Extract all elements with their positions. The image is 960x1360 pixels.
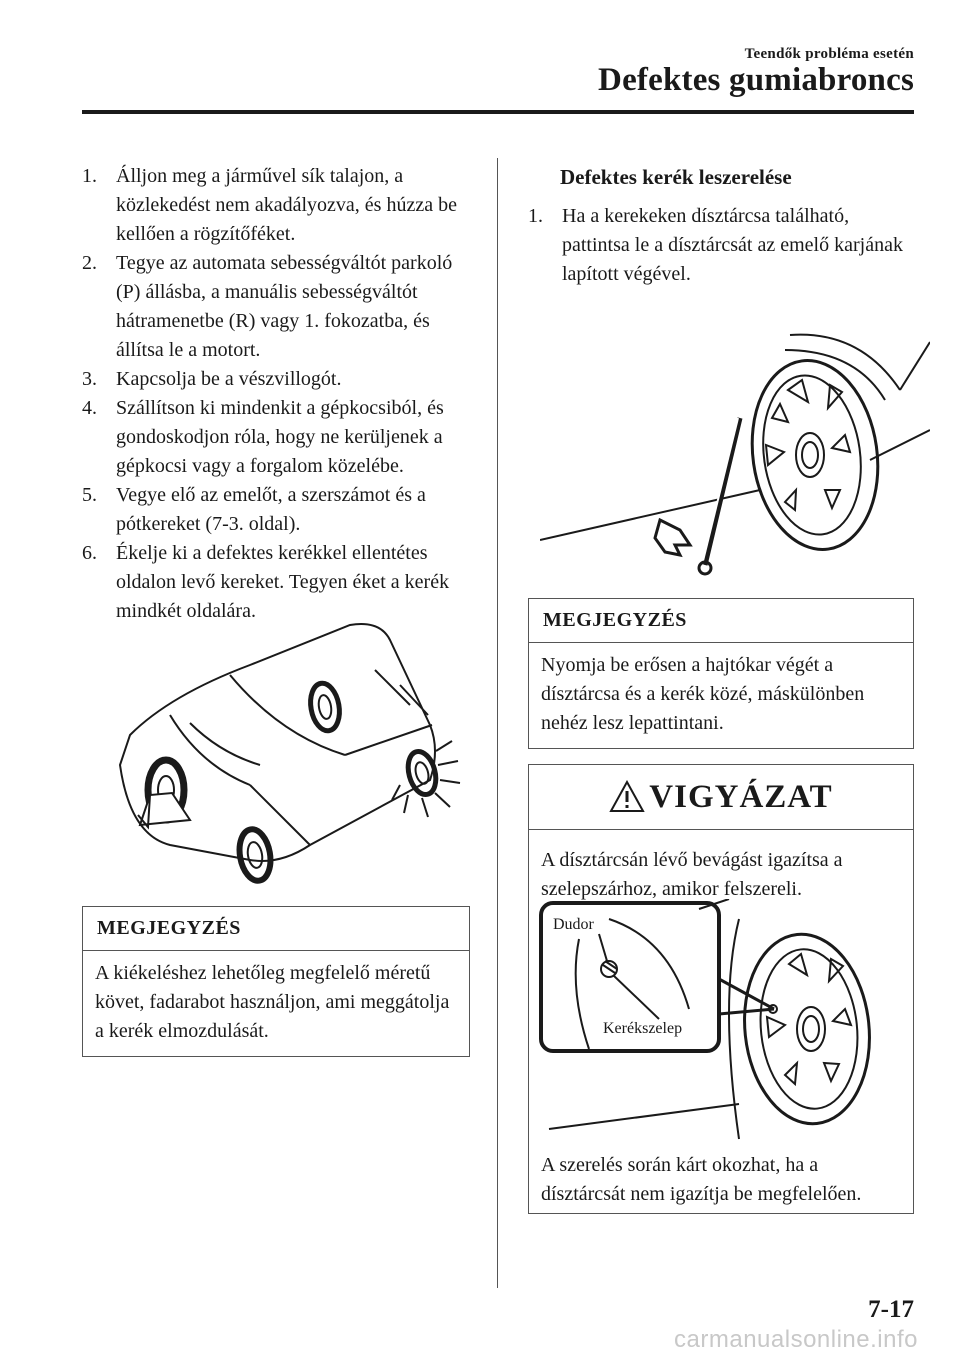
- left-column: [82, 162, 474, 626]
- list-item: 6. Ékelje ki a defektes kerékkel ellentétes oldalon levő kereket. Tegyen éket a kerék mindkét oldalára.: [82, 542, 450, 622]
- note-box-chock: [82, 906, 470, 1057]
- note-box-hubcap: [528, 598, 914, 749]
- hubcap-removal-illustration: [540, 330, 930, 580]
- dudor-label: Dudor: [553, 916, 594, 933]
- list-item: 1. Álljon meg a járművel sík talajon, a közlekedést nem akadályozva, és húzza be kellően a rögzítőféket.: [82, 165, 457, 245]
- note-heading: MEGJEGYZÉS: [83, 907, 469, 951]
- page-title: Defektes gumiabroncs: [598, 62, 914, 98]
- caution-box: [528, 764, 914, 1214]
- right-steps-list: [528, 202, 916, 289]
- caution-title: VIGYÁZAT: [649, 778, 833, 815]
- valve-label: Kerékszelep: [603, 1020, 683, 1037]
- caution-header: [529, 765, 913, 830]
- header-divider: [82, 110, 914, 114]
- section-subheading: Defektes kerék leszerelése: [560, 165, 792, 189]
- right-column: [528, 162, 916, 289]
- warning-triangle-icon: [609, 780, 645, 814]
- caution-footer: A szerelés során kárt okozhat, ha a dísztárcsát nem igazítja be megfelelően.: [541, 1154, 862, 1205]
- list-item: 1. Ha a kerekeken dísztárcsa található, pattintsa le a dísztárcsát az emelő karjának lapított végével.: [528, 205, 903, 285]
- list-item: 3. Kapcsolja be a vészvillogót.: [82, 368, 342, 390]
- left-steps-list: [82, 162, 474, 626]
- section-label: Teendők probléma esetén: [744, 46, 914, 62]
- note-body: Nyomja be erősen a hajtókar végét a dísztárcsa és a kerék közé, máskülönben nehéz lesz lepattintani.: [541, 654, 865, 734]
- watermark-text: carmanualsonline.info: [674, 1326, 918, 1353]
- list-item: 2. Tegye az automata sebességváltót parkoló (P) állásba, a manuális sebességváltót hátramenetbe (R) vagy 1. fokozatba, és állítsa le a motort.: [82, 252, 453, 361]
- valve-alignment-illustration: [539, 899, 909, 1149]
- caution-body: A dísztárcsán lévő bevágást igazítsa a szelepszárhoz, amikor felszereli.: [541, 849, 843, 900]
- note-body: A kiékeléshez lehetőleg megfelelő méretű követ, fadarabot használjon, ami meggátolja a kerék elmozdulását.: [95, 962, 450, 1042]
- list-item: 4. Szállítson ki mindenkit a gépkocsiból, és gondoskodjon róla, hogy ne kerüljenek a gépkocsi vagy a forgalom közelébe.: [82, 397, 444, 477]
- page-number: 7-17: [868, 1296, 914, 1323]
- list-item: 5. Vegye elő az emelőt, a szerszámot és a pótkereket (7-3. oldal).: [82, 484, 426, 535]
- car-wheel-chock-illustration: [110, 615, 480, 885]
- column-divider: [497, 158, 498, 1288]
- note-heading: MEGJEGYZÉS: [529, 599, 913, 643]
